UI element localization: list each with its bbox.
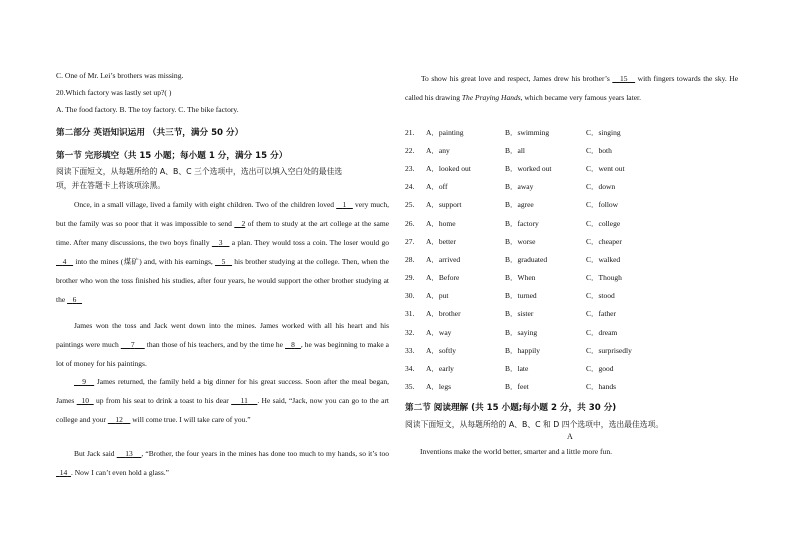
option-a[interactable]: A．arrived bbox=[426, 254, 461, 264]
blank-6: 6 bbox=[72, 294, 77, 304]
drawing-title: The Praying Hands bbox=[461, 92, 521, 102]
blank-10: 10 bbox=[81, 395, 89, 405]
option-b[interactable]: B．swimming bbox=[505, 127, 550, 137]
option-row bbox=[405, 323, 656, 341]
option-b[interactable]: B．worse bbox=[505, 236, 536, 246]
option-b[interactable]: B．all bbox=[505, 145, 525, 155]
cloze-paragraph-3 bbox=[56, 373, 389, 430]
cloze-text: . He said, “Jack, now you can go to the art college and your bbox=[56, 395, 390, 424]
option-b[interactable]: B．saying bbox=[505, 327, 538, 337]
option-c[interactable]: C．both bbox=[586, 145, 612, 155]
cloze-text: will come true. I will take care of you.” bbox=[130, 414, 251, 424]
option-c[interactable]: C．stood bbox=[586, 291, 615, 301]
option-a[interactable]: A．brother bbox=[426, 309, 461, 319]
option-a[interactable]: A．off bbox=[426, 182, 448, 192]
blank-9: 9 bbox=[82, 377, 86, 386]
cloze-options-table bbox=[405, 123, 656, 396]
option-b[interactable]: B．factory bbox=[505, 218, 539, 228]
passage-label: A bbox=[567, 432, 573, 441]
blank-15: 15 bbox=[619, 74, 628, 83]
part2-title: 第二部分 英语知识运用 （共三节，满分 50 分） bbox=[56, 128, 244, 138]
cloze-text: than those of his teachers, and by the time he bbox=[144, 339, 286, 349]
blank-12: 12 bbox=[115, 414, 123, 424]
option-a[interactable]: A．painting bbox=[426, 127, 464, 137]
q20-options: A. The food factory. B. The toy factory. C. The bike factory. bbox=[56, 105, 239, 114]
cloze-text: very much, but the family was so poor that it was impossible to send bbox=[56, 200, 390, 228]
option-c[interactable]: C．good bbox=[586, 364, 614, 374]
cloze-text: . Now I can’t even hold a glass.” bbox=[71, 467, 169, 477]
option-row bbox=[405, 341, 656, 359]
question-number: 25. bbox=[405, 200, 415, 210]
question-number: 24. bbox=[405, 182, 415, 192]
option-b[interactable]: B．happily bbox=[505, 345, 540, 355]
option-a[interactable]: A．Before bbox=[426, 273, 460, 283]
option-row bbox=[405, 250, 656, 268]
question-number: 32. bbox=[405, 327, 415, 337]
question-number: 29. bbox=[405, 273, 415, 283]
blank-1: 1 bbox=[342, 200, 347, 209]
option-a[interactable]: A．looked out bbox=[426, 163, 471, 173]
option-b[interactable]: B．agree bbox=[505, 200, 534, 210]
option-a[interactable]: A．way bbox=[426, 327, 452, 337]
cloze-paragraph-4 bbox=[56, 445, 389, 483]
cloze-text: a plan. They would toss a coin. The loser would go bbox=[229, 237, 390, 247]
option-a[interactable]: A．home bbox=[426, 218, 456, 228]
cloze-text: But Jack said bbox=[74, 449, 117, 458]
cloze-text: his brother studying at the college. Then, when the brother who won the toss finished his studies, after four years, he would support the other brother studying at the bbox=[56, 256, 389, 304]
question-number: 23. bbox=[405, 163, 415, 173]
option-row bbox=[405, 305, 656, 323]
section1-instruction-line1: 阅读下面短文，从每题所给的 A、B、C 三个选项中，选出可以填入空白处的最佳选 bbox=[56, 167, 343, 176]
option-a[interactable]: A．better bbox=[426, 236, 456, 246]
blank-3: 3 bbox=[218, 237, 223, 247]
option-b[interactable]: B．sister bbox=[505, 309, 534, 319]
question-number: 27. bbox=[405, 236, 415, 246]
option-row bbox=[405, 378, 656, 396]
section1-instruction-line2: 项，并在答题卡上将该项涂黑。 bbox=[56, 181, 166, 190]
cloze-text: Once, in a small village, lived a family with eight children. Two of the children loved bbox=[74, 200, 337, 209]
option-b[interactable]: B．away bbox=[505, 182, 534, 192]
question-number: 21. bbox=[405, 127, 415, 137]
q20-question: 20.Which factory was lastly set up?( ) bbox=[56, 88, 172, 97]
cloze-text: up from his seat to drink a toast to his dear bbox=[93, 395, 232, 405]
blank-2: 2 bbox=[241, 218, 246, 228]
blank-13: 13 bbox=[125, 449, 133, 458]
option-b[interactable]: B．worked out bbox=[505, 163, 552, 173]
question-number: 28. bbox=[405, 254, 415, 264]
option-a[interactable]: A．softly bbox=[426, 345, 456, 355]
option-c[interactable]: C．cheaper bbox=[586, 236, 622, 246]
option-row bbox=[405, 269, 656, 287]
section1-title: 第一节 完形填空（共 15 小题；每小题 1 分，满分 15 分） bbox=[56, 151, 288, 161]
blank-11: 11 bbox=[240, 395, 248, 405]
cloze-text: , he was beginning to make a lot of money for his paintings. bbox=[56, 339, 390, 368]
cloze-text: To show his great love and respect, James drew his brother’s bbox=[421, 74, 613, 83]
blank-14: 14 bbox=[59, 467, 68, 477]
question-number: 35. bbox=[405, 382, 415, 392]
option-row bbox=[405, 178, 656, 196]
cloze-text: with fingers towards the sky. He called his drawing bbox=[405, 74, 739, 102]
option-c[interactable]: C．surprisedly bbox=[586, 345, 632, 355]
option-row bbox=[405, 359, 656, 377]
option-c[interactable]: C．dream bbox=[586, 327, 618, 337]
blank-8: 8 bbox=[291, 339, 295, 349]
question-number: 22. bbox=[405, 145, 415, 155]
question-number: 33. bbox=[405, 345, 415, 355]
option-c[interactable]: C．college bbox=[586, 218, 621, 228]
option-a[interactable]: A．support bbox=[426, 200, 462, 210]
option-c[interactable]: C．down bbox=[586, 182, 616, 192]
q19-option-c: C. One of Mr. Lei’s brothers was missing. bbox=[56, 71, 184, 80]
option-a[interactable]: A．early bbox=[426, 364, 454, 374]
cloze-text: , “Brother, the four years in the mines has done too much to my hands, so it’s too bbox=[141, 449, 389, 458]
cloze-paragraph-1 bbox=[56, 196, 389, 309]
question-number: 31. bbox=[405, 309, 415, 319]
question-number: 30. bbox=[405, 291, 415, 301]
option-row bbox=[405, 141, 656, 159]
option-row bbox=[405, 232, 656, 250]
option-c[interactable]: C．hands bbox=[586, 382, 616, 392]
option-b[interactable]: B．When bbox=[505, 273, 536, 283]
option-c[interactable]: C．father bbox=[586, 309, 616, 319]
option-c[interactable]: C．walked bbox=[586, 254, 621, 264]
option-row bbox=[405, 196, 656, 214]
blank-4: 4 bbox=[62, 256, 67, 266]
option-b[interactable]: B．late bbox=[505, 364, 529, 374]
cloze-text: into the mines (煤矿) and, with his earnings, bbox=[73, 256, 215, 266]
cloze-paragraph-5 bbox=[405, 70, 738, 108]
cloze-text: of them to study at the art college at the same time. After many discussions, the two boys finally bbox=[56, 218, 389, 247]
cloze-text: , which became very famous years later. bbox=[520, 92, 641, 102]
blank-7: 7 bbox=[130, 339, 135, 349]
option-c[interactable]: C．Though bbox=[586, 273, 622, 283]
blank-5: 5 bbox=[221, 256, 226, 266]
passage-a-first-line: Inventions make the world better, smarter and a little more fun. bbox=[420, 447, 613, 456]
option-c[interactable]: C．went out bbox=[586, 163, 625, 173]
option-b[interactable]: B．feet bbox=[505, 382, 529, 392]
option-row bbox=[405, 287, 656, 305]
section2-instruction: 阅读下面短文，从每题所给的 A、B、C 和 D 四个选项中，选出最佳选项。 bbox=[405, 420, 664, 429]
cloze-paragraph-2 bbox=[56, 317, 389, 374]
question-number: 26. bbox=[405, 218, 415, 228]
option-row bbox=[405, 159, 656, 177]
cloze-text: James returned, the family held a big dinner for his great success. Soon after the meal began, James bbox=[56, 377, 390, 405]
section2-title: 第二节 阅读理解 (共 15 小题;每小题 2 分，共 30 分) bbox=[405, 403, 617, 413]
option-c[interactable]: C．follow bbox=[586, 200, 619, 210]
cloze-text: James won the toss and Jack went down into the mines. James worked with all his heart and his paintings were much bbox=[56, 321, 389, 349]
option-row bbox=[405, 214, 656, 232]
option-b[interactable]: B．graduated bbox=[505, 254, 548, 264]
option-a[interactable]: A．legs bbox=[426, 382, 451, 392]
option-a[interactable]: A．any bbox=[426, 145, 450, 155]
option-row bbox=[405, 123, 656, 141]
question-number: 34. bbox=[405, 364, 415, 374]
option-b[interactable]: B．turned bbox=[505, 291, 537, 301]
option-a[interactable]: A．put bbox=[426, 291, 449, 301]
option-c[interactable]: C．singing bbox=[586, 127, 621, 137]
